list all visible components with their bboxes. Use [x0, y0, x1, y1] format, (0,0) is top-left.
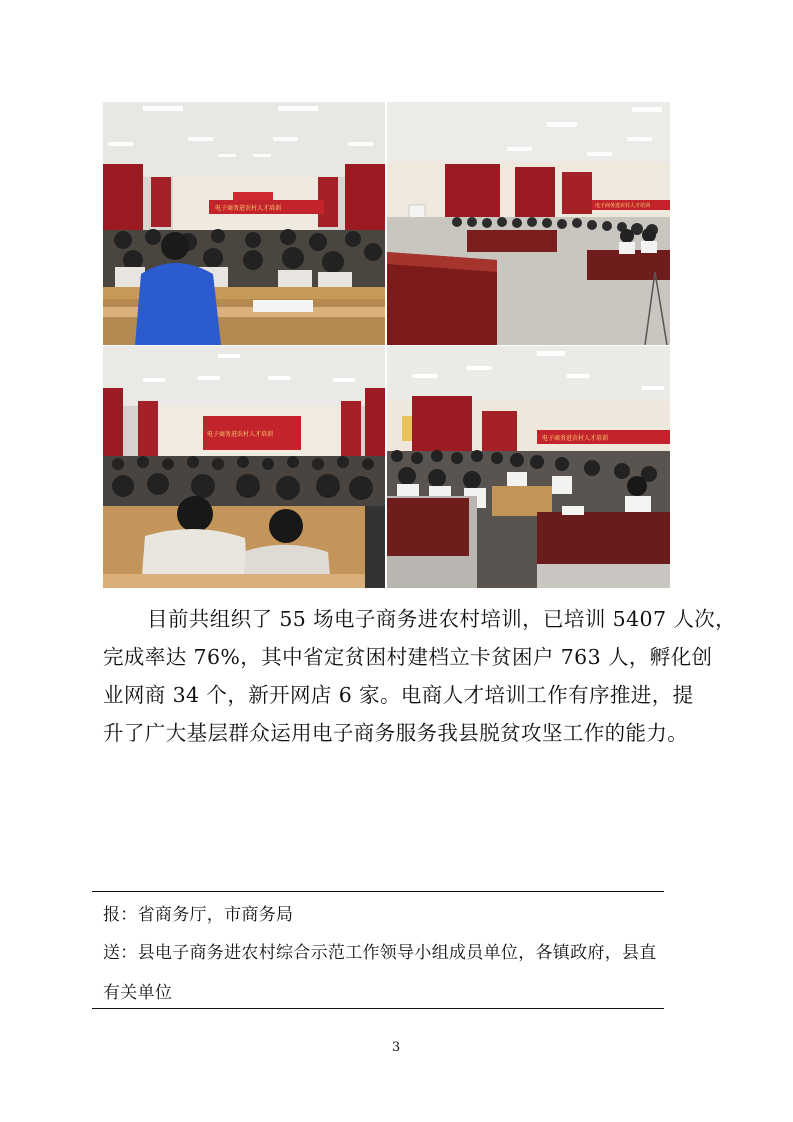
body-line-2: 完成率达 76%，其中省定贫困村建档立卡贫困户 763 人，孵化创 [103, 645, 713, 669]
svg-text:电子商务进农村人才培训: 电子商务进农村人才培训 [215, 205, 282, 212]
svg-text:电子商务进农村人才培训: 电子商务进农村人才培训 [207, 431, 274, 438]
send-to-line-1: 送：县电子商务进农村综合示范工作领导小组成员单位，各镇政府，县直 [103, 943, 657, 963]
body-paragraph [103, 600, 737, 752]
distribution-top-rule [92, 891, 664, 892]
training-photo-grid [103, 102, 670, 588]
body-line-1: 目前共组织了 55 场电子商务进农村培训，已培训 5407 人次， [147, 607, 737, 631]
training-photo-3 [103, 346, 385, 588]
svg-text:电子商务进农村人才培训: 电子商务进农村人才培训 [542, 435, 609, 442]
body-line-3: 业网商 34 个，新开网店 6 家。电商人才培训工作有序推进，提 [103, 683, 694, 707]
training-photo-4 [387, 346, 670, 588]
report-to-line: 报：省商务厅，市商务局 [103, 905, 294, 925]
training-photo-1 [103, 102, 385, 345]
training-photo-2 [387, 102, 670, 345]
body-line-4: 升了广大基层群众运用电子商务服务我县脱贫攻坚工作的能力。 [103, 721, 689, 745]
distribution-bottom-rule [92, 1008, 664, 1009]
page-number: 3 [391, 1040, 401, 1055]
send-to-line-2: 有关单位 [103, 983, 173, 1003]
svg-text:电子商务进农村人才培训: 电子商务进农村人才培训 [595, 203, 651, 209]
